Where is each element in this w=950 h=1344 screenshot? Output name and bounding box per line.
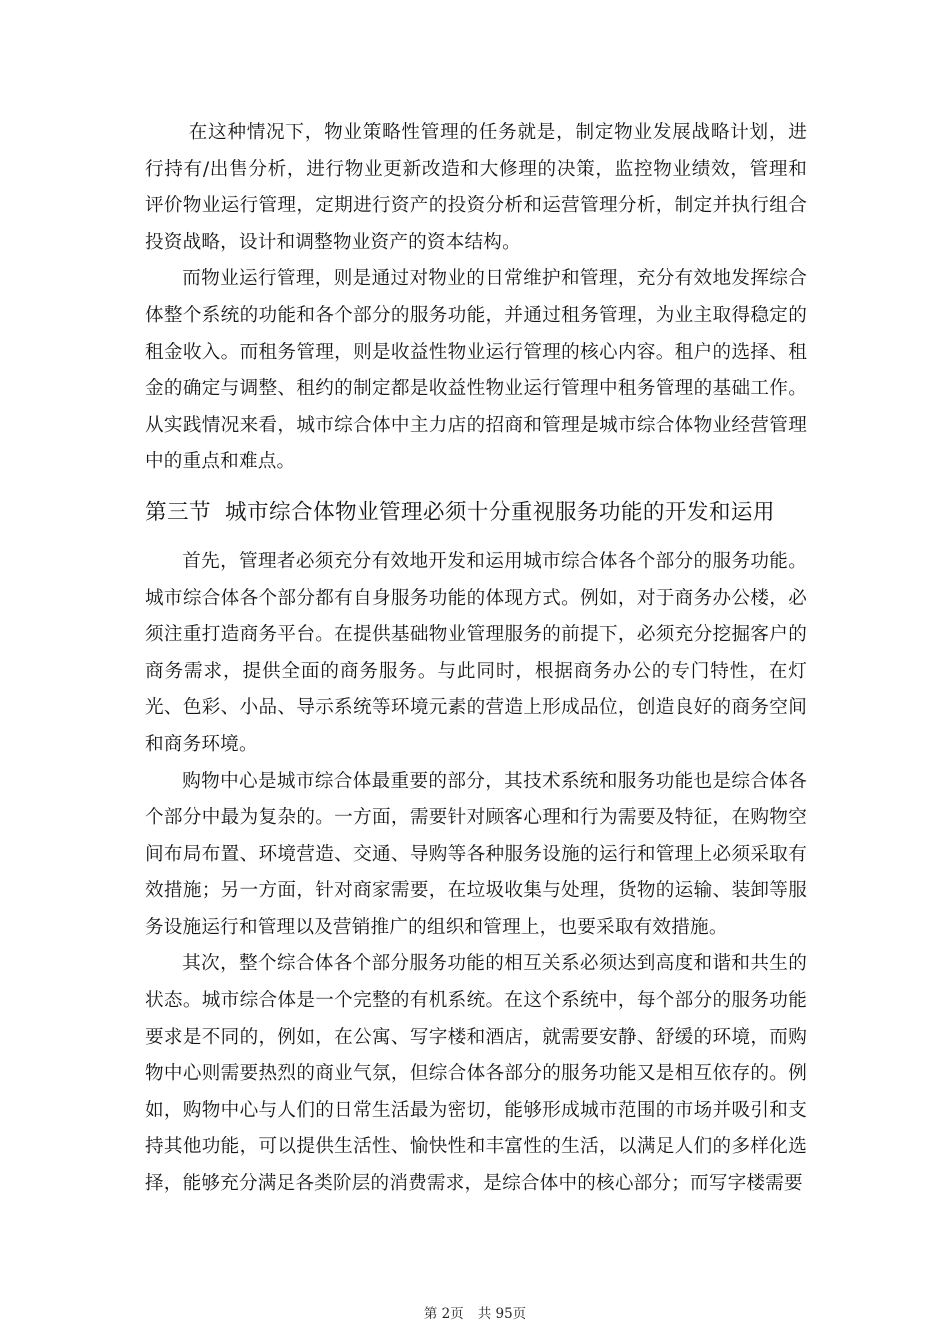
body-paragraph: 首先，管理者必须充分有效地开发和运用城市综合体各个部分的服务功能。城市综合体各个部分都有自身服务功能的体现方式。例如，对于商务办公楼，必须注重打造商务平台。在提供基础物业管理服务的前提下，必须充分挖掘客户的商务需求，提供全面的商务服务。与此同时，根据商务办公的专门特性，在灯光、色彩、小品、导示系统等环境元素的营造上形成品位，创造良好的商务空间和商务环境。 xyxy=(145,550,807,755)
body-paragraph: 购物中心是城市综合体最重要的部分，其技术系统和服务功能也是综合体各个部分中最为复杂的。一方面，需要针对顾客心理和行为需要及特征，在购物空间布局布置、环境营造、交通、导购等各种服务设施的运行和管理上必须采取有效措施；另一方面，针对商家需要，在垃圾收集与处理，货物的运输、装卸等服务设施运行和管理以及营销推广的组织和管理上，也要采取有效措施。 xyxy=(145,770,807,938)
section-title: 城市综合体物业管理必须十分重视服务功能的开发和运用 xyxy=(224,499,775,525)
page-footer xyxy=(0,1305,950,1323)
document-page xyxy=(145,115,807,1203)
page-number: 第 2页 xyxy=(423,1306,464,1322)
section-heading xyxy=(145,493,807,533)
body-paragraph: 在这种情况下，物业策略性管理的任务就是，制定物业发展战略计划，进行持有/出售分析，进行物业更新改造和大修理的决策，监控物业绩效，管理和评价物业运行管理，定期进行资产的投资分析和运营管理分析，制定并执行组合投资战略，设计和调整物业资产的资本结构。 xyxy=(145,122,807,253)
section-number: 第三节 xyxy=(145,499,211,525)
body-paragraph: 其次，整个综合体各个部分服务功能的相互关系必须达到高度和谐和共生的状态。城市综合体是一个完整的有机系统。在这个系统中，每个部分的服务功能要求是不同的，例如，在公寓、写字楼和酒店，就需要安静、舒缓的环境，而购物中心则需要热烈的商业气氛，但综合体各部分的服务功能又是相互依存的。例如，购物中心与人们的日常生活最为密切，能够形成城市范围的市场并吸引和支持其他功能，可以提供生活性、愉快性和丰富性的生活，以满足人们的多样化选择，能够充分满足各类阶层的消费需求，是综合体中的核心部分；而写字楼需要 xyxy=(145,953,807,1195)
page-total: 共 95页 xyxy=(477,1306,527,1322)
body-paragraph: 而物业运行管理，则是通过对物业的日常维护和管理，充分有效地发挥综合体整个系统的功能和各个部分的服务功能，并通过租务管理，为业主取得稳定的租金收入。而租务管理，则是收益性物业运行管理的核心内容。租户的选择、租金的确定与调整、租约的制定都是收益性物业运行管理中租务管理的基础工作。从实践情况来看，城市综合体中主力店的招商和管理是城市综合体物业经营管理中的重点和难点。 xyxy=(145,268,807,473)
